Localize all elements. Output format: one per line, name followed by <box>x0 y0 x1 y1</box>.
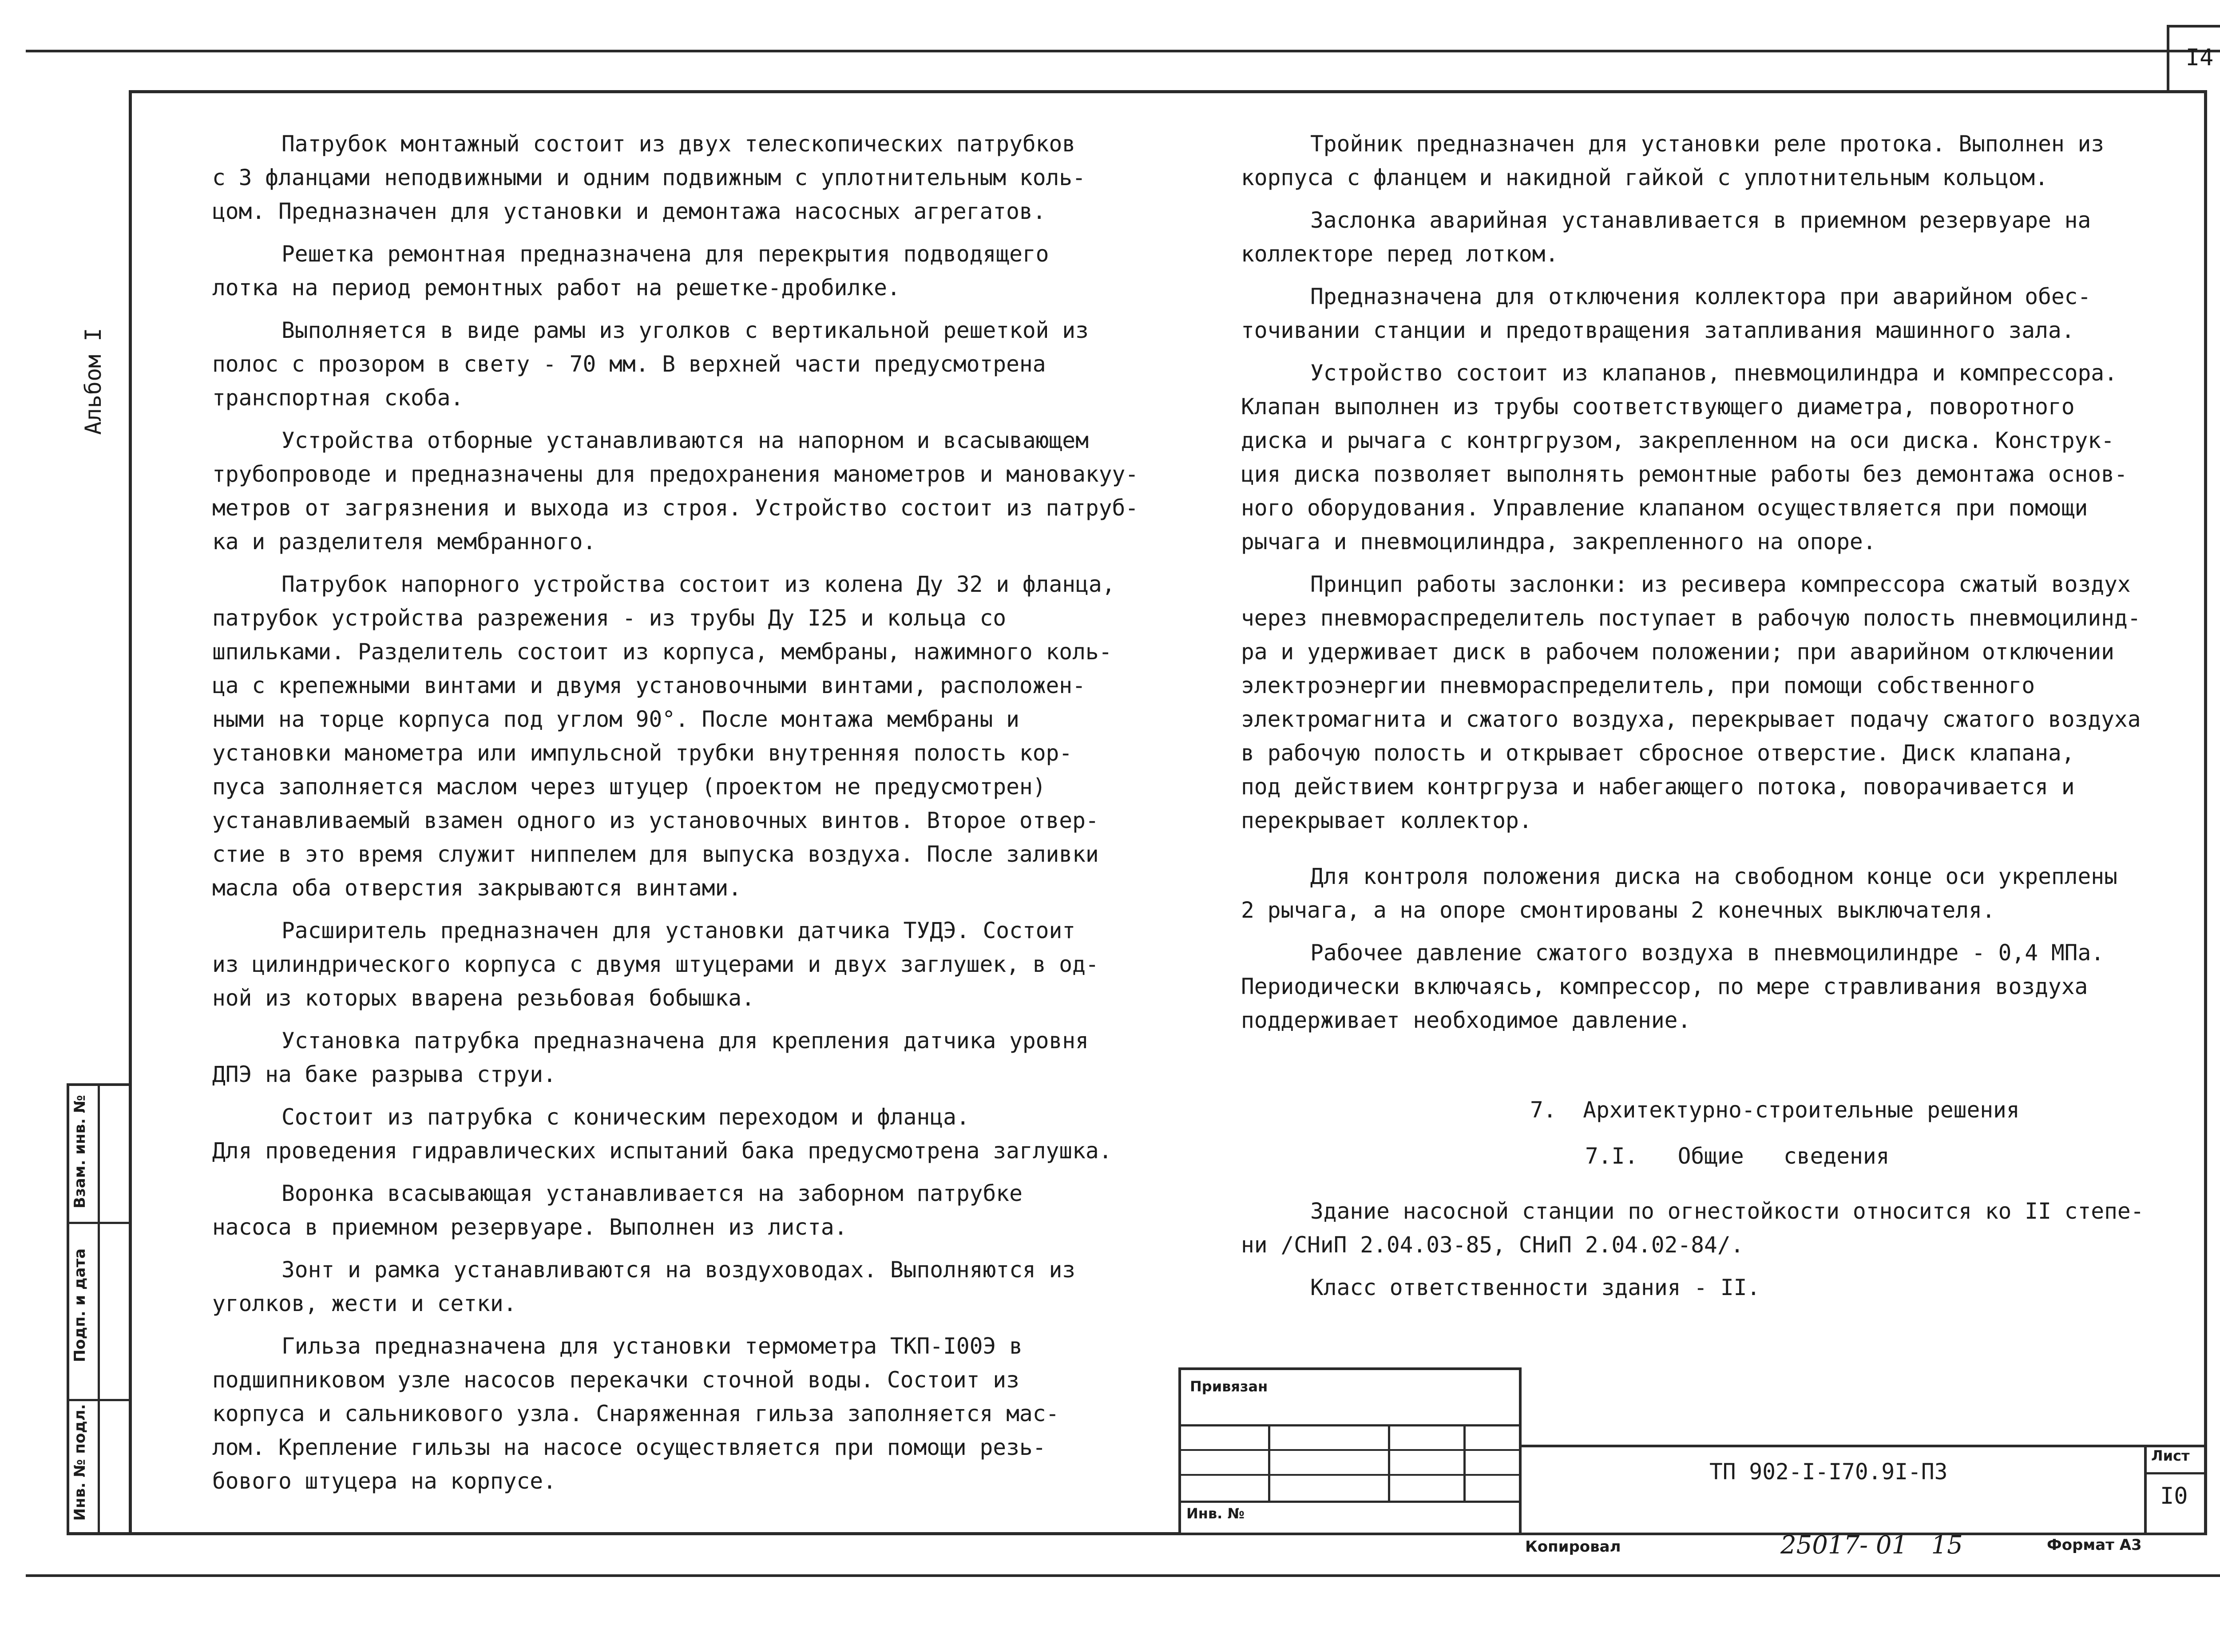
right-text-column <box>1241 127 2200 1046</box>
left-column-line: ца с крепежными винтами и двумя установочными винтами, расположен- <box>212 673 1086 698</box>
left-column-line: цом. Предназначен для установки и демонтажа насосных агрегатов. <box>212 198 1046 224</box>
right-column-paragraph <box>1241 203 2200 271</box>
left-column-line: Для проведения гидравлических испытаний бака предусмотрена заглушка. <box>212 1138 1112 1164</box>
copied-label: Копировал <box>1525 1538 1621 1556</box>
right-column-line: точивании станции и предотвращения затапливания машинного зала. <box>1241 317 2075 343</box>
left-column-line: ными на торце корпуса под углом 90°. После монтажа мембраны и <box>212 706 1019 732</box>
left-column-line: подшипниковом узле насосов перекачки сточной воды. Состоит из <box>212 1367 1019 1393</box>
left-column-paragraph <box>212 567 1171 905</box>
right-column-line: под действием контргруза и набегающего потока, поворачивается и <box>1241 774 2075 800</box>
left-column-line: масла оба отверстия закрываются винтами. <box>212 875 742 901</box>
left-column-line: патрубок устройства разрежения - из трубы Ду I25 и кольца со <box>212 605 1007 631</box>
left-column-line: стие в это время служит ниппелем для выпуска воздуха. После заливки <box>212 841 1099 867</box>
left-column-paragraph <box>212 1024 1171 1091</box>
left-column-line: Гильза предназначена для установки термометра ТКП-I00Э в <box>281 1333 1023 1359</box>
right-column-line: Периодически включаясь, компрессор, по мере стравливания воздуха <box>1241 974 2088 999</box>
section-body <box>1241 1194 2200 1313</box>
right-column-line: Клапан выполнен из трубы соответствующего диаметра, поворотного <box>1241 394 2075 420</box>
left-column-line: пуса заполняется маслом через штуцер (проектом не предусмотрен) <box>212 774 1046 800</box>
right-column-paragraph <box>1241 356 2200 559</box>
left-column-line: Патрубок напорного устройства состоит из колена Ду 32 и фланца, <box>281 571 1115 597</box>
section-body-paragraph <box>1241 1194 2200 1262</box>
right-column-line: 2 рычага, а на опоре смонтированы 2 конечных выключателя. <box>1241 897 1995 923</box>
right-column-line: электроэнергии пневмораспределитель, при помощи собственного <box>1241 673 2035 698</box>
right-column-line: ция диска позволяет выполнять ремонтные работы без демонтажа основ- <box>1241 461 2128 487</box>
section-body-line: Класс ответственности здания - II. <box>1310 1275 1760 1300</box>
left-column-line: метров от загрязнения и выхода из строя. Устройство состоит из патруб- <box>212 495 1139 521</box>
right-column-line: Для контроля положения диска на свободном конце оси укреплены <box>1310 864 2117 889</box>
right-column-line: ра и удерживает диск в рабочем положении; при аварийном отключении <box>1241 639 2114 665</box>
right-column-line: Рабочее давление сжатого воздуха в пневмоцилиндре - 0,4 МПа. <box>1310 940 2105 966</box>
left-column-line: Расширитель предназначен для установки датчика ТУДЭ. Состоит <box>281 918 1076 943</box>
left-column-paragraph <box>212 313 1171 415</box>
section-heading: 7. Архитектурно-строительные решения <box>1530 1097 2020 1123</box>
album-label: Альбом I <box>80 328 106 435</box>
document-code-box <box>1519 1445 2207 1535</box>
left-column-line: Решетка ремонтная предназначена для перекрытия подводящего <box>281 241 1049 267</box>
left-column-line: Зонт и рамка устанавливаются на воздуховодах. Выполняются из <box>281 1257 1076 1283</box>
right-column-line: в рабочую полость и открывает сбросное отверстие. Диск клапана, <box>1241 740 2075 766</box>
right-column-line: Тройник предназначен для установки реле протока. Выполнен из <box>1310 131 2105 157</box>
right-column-line: Предназначена для отключения коллектора при аварийном обес- <box>1310 284 2091 309</box>
section-body-line: Здание насосной станции по огнестойкости относится ко II степе- <box>1310 1198 2144 1224</box>
stamp-vzam-inv: Взам. инв. № <box>71 1095 89 1208</box>
right-column-line: через пневмораспределитель поступает в рабочую полость пневмоцилинд- <box>1241 605 2141 631</box>
left-column-line: бового штуцера на корпусе. <box>212 1468 556 1494</box>
left-column-line: Воронка всасывающая устанавливается на заборном патрубке <box>281 1181 1023 1206</box>
right-column-line: Принцип работы заслонки: из ресивера компрессора сжатый воздух <box>1310 571 2131 597</box>
left-column-line: лотка на период ремонтных работ на решетке-дробилке. <box>212 275 900 301</box>
left-column-line: корпуса и сальникового узла. Снаряженная гильза заполняется мас- <box>212 1401 1059 1426</box>
right-column-paragraph <box>1241 280 2200 347</box>
right-column-line: поддерживает необходимое давление. <box>1241 1007 1691 1033</box>
outer-bottom-border <box>26 1574 2220 1577</box>
left-column-line: уголков, жести и сетки. <box>212 1291 517 1316</box>
left-column-paragraph <box>212 914 1171 1015</box>
right-column-line: диска и рычага с контргрузом, закрепленном на оси диска. Конструк- <box>1241 428 2114 453</box>
left-text-column <box>212 127 1171 1507</box>
left-column-paragraph <box>212 1177 1171 1244</box>
privyazan-label: Привязан <box>1190 1378 1268 1395</box>
left-column-line: с 3 фланцами неподвижными и одним подвижным с уплотнительным коль- <box>212 165 1086 190</box>
right-column-line: электромагнита и сжатого воздуха, перекрывает подачу сжатого воздуха <box>1241 706 2141 732</box>
right-column-line: ного оборудования. Управление клапаном осуществляется при помощи <box>1241 495 2088 521</box>
sheet-label: Лист <box>2151 1447 2190 1464</box>
right-column-paragraph <box>1241 567 2200 837</box>
right-column-line: корпуса с фланцем и накидной гайкой с уплотнительным кольцом. <box>1241 165 2048 190</box>
right-column-paragraph <box>1241 860 2200 927</box>
left-column-paragraph <box>212 127 1171 228</box>
left-column-line: Состоит из патрубка с коническим переходом и фланца. <box>281 1104 970 1130</box>
outer-top-border <box>26 50 2220 52</box>
right-column-paragraph <box>1241 936 2200 1037</box>
inv-number-label: Инв. № <box>1186 1505 1245 1522</box>
left-column-line: Устройства отборные устанавливаются на напорном и всасывающем <box>281 428 1089 453</box>
left-column-line: транспортная скоба. <box>212 385 464 411</box>
right-column-line: перекрывает коллектор. <box>1241 808 1532 833</box>
left-column-paragraph <box>212 1329 1171 1498</box>
left-column-line: Выполняется в виде рамы из уголков с вертикальной решеткой из <box>281 317 1089 343</box>
document-code: ТП 902-I-I70.9I-ПЗ <box>1709 1459 1948 1485</box>
left-column-paragraph <box>212 237 1171 305</box>
right-column-paragraph <box>1241 127 2200 194</box>
inner-top-border <box>129 90 2207 93</box>
left-column-line: ной из которых вварена резьбовая бобышка. <box>212 985 755 1011</box>
left-column-line: насоса в приемном резервуаре. Выполнен из листа. <box>212 1214 848 1240</box>
corner-number-box <box>2167 25 2220 91</box>
left-column-paragraph <box>212 1100 1171 1168</box>
inner-right-border <box>2204 90 2207 1535</box>
left-column-line: устанавливаемый взамен одного из установочных винтов. Второе отвер- <box>212 808 1099 833</box>
left-column-line: ДПЭ на баке разрыва струи. <box>212 1062 556 1087</box>
right-column-line: Заслонка аварийная устанавливается в приемном резервуаре на <box>1310 207 2091 233</box>
subsection-heading: 7.I. Общие сведения <box>1585 1143 1890 1169</box>
left-column-paragraph <box>212 1253 1171 1320</box>
section-body-line: ни /СНиП 2.04.03-85, СНиП 2.04.02-84/. <box>1241 1232 1744 1258</box>
stamp-inv-podl: Инв. № подл. <box>71 1404 89 1521</box>
left-column-paragraph <box>212 424 1171 559</box>
left-column-line: полос с прозором в свету - 70 мм. В верхней части предусмотрена <box>212 351 1046 377</box>
left-column-line: лом. Крепление гильзы на насосе осуществляется при помощи резь- <box>212 1434 1046 1460</box>
stamp-podp-data: Подп. и дата <box>71 1248 89 1363</box>
right-column-line: коллекторе перед лотком. <box>1241 241 1559 267</box>
left-column-line: установки манометра или импульсной трубки внутренняя полость кор- <box>212 740 1073 766</box>
right-column-line: рычага и пневмоцилиндра, закрепленного на опоре. <box>1241 529 1876 555</box>
left-column-line: ка и разделителя мембранного. <box>212 529 596 555</box>
sheet-number: I0 <box>2160 1483 2188 1509</box>
format-label: Формат А3 <box>2047 1536 2142 1554</box>
right-column-line: Устройство состоит из клапанов, пневмоцилиндра и компрессора. <box>1310 360 2117 386</box>
corner-sheet-number: I4 <box>2185 44 2214 71</box>
left-column-line: шпильками. Разделитель состоит из корпуса, мембраны, нажимного коль- <box>212 639 1112 665</box>
inner-bottom-border <box>67 1532 1178 1535</box>
left-column-line: из цилиндрического корпуса с двумя штуцерами и двух заглушек, в од- <box>212 951 1099 977</box>
left-column-line: Установка патрубка предназначена для крепления датчика уровня <box>281 1028 1089 1054</box>
left-column-line: Патрубок монтажный состоит из двух телескопических патрубков <box>281 131 1076 157</box>
section-body-paragraph <box>1241 1271 2200 1304</box>
handwritten-number: 25017- 01 15 <box>1780 1531 1963 1560</box>
left-column-line: трубопроводе и предназначены для предохранения манометров и мановакуу- <box>212 461 1139 487</box>
